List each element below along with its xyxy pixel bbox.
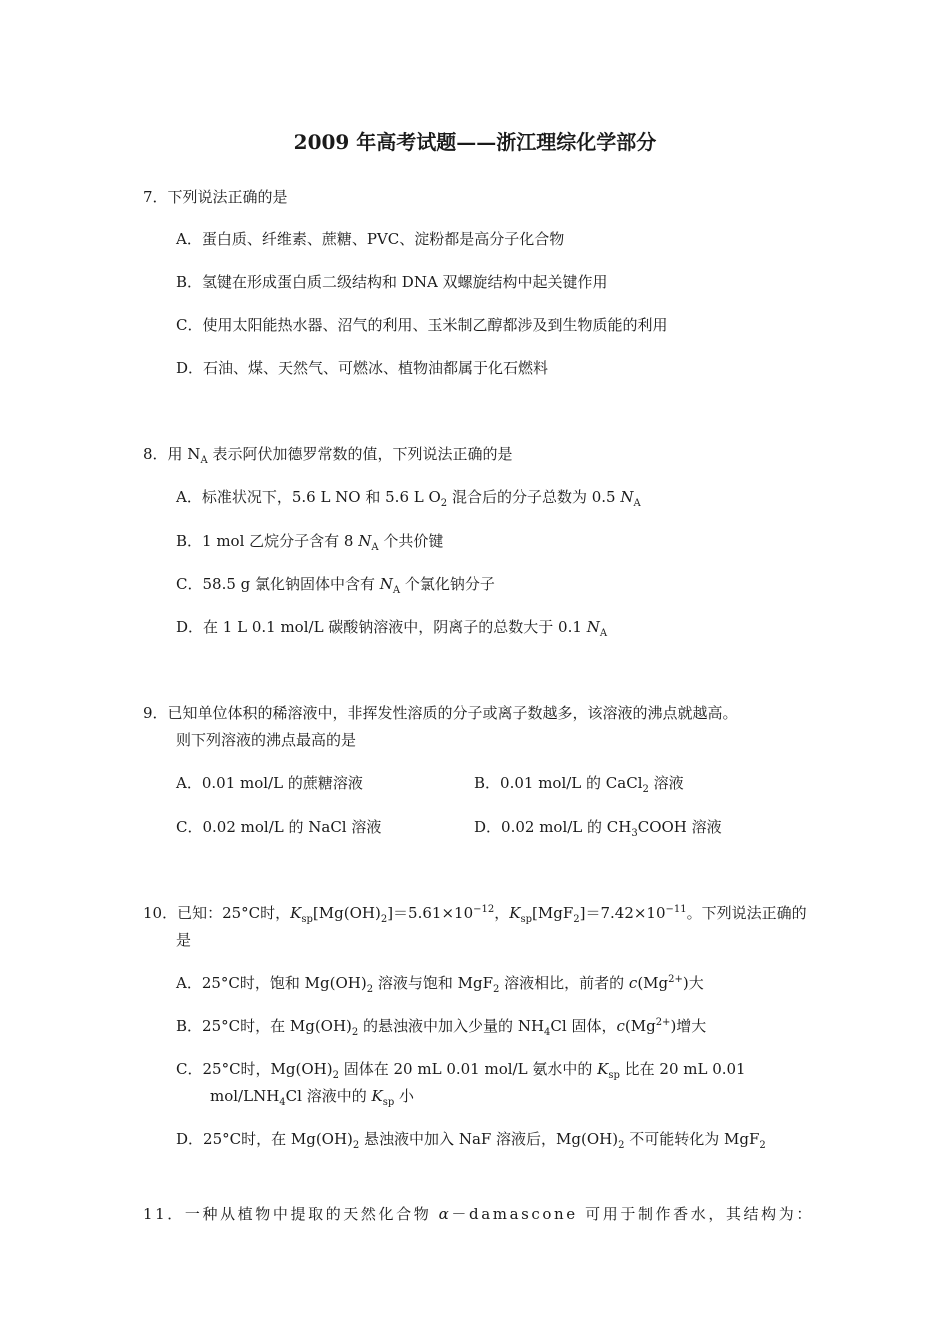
question-8-option-c: C．58.5 g 氯化钠固体中含有 $N_A$ 个氯化钠分子 — [176, 575, 495, 596]
question-8-option-a: A．标准状况下，5.6 L NO 和 5.6 L $O_2$ 混合后的分子总数为 0.5 $N_A$ — [176, 488, 641, 509]
question-9-option-d: D．0.02 mol/L 的 $CH_3COOH$ 溶液 — [474, 818, 722, 839]
question-9-stem-line-2: 则下列溶液的沸点最高的是 — [176, 731, 357, 749]
question-7-option-a: A．蛋白质、纤维素、蔗糖、PVC、淀粉都是高分子化合物 — [176, 230, 565, 248]
question-9-stem-line-1: 9．已知单位体积的稀溶液中，非挥发性溶质的分子或离子数越多，该溶液的沸点就越高。 — [143, 704, 738, 722]
question-9-option-a: A．0.01 mol/L 的蔗糖溶液 — [176, 774, 363, 792]
question-10-stem-line-2: 是 — [176, 931, 192, 949]
question-9-option-c: C．0.02 mol/L 的 NaCl 溶液 — [176, 818, 382, 836]
question-10-option-d: D．25°C时，在 $Mg(OH)_2$ 悬浊液中加入 NaF 溶液后，$Mg(OH)_2$ 不可能转化为 MgF$_2$ — [176, 1130, 766, 1151]
question-7-option-d: D．石油、煤、天然气、可燃冰、植物油都属于化石燃料 — [176, 359, 549, 377]
question-9-option-b: B．0.01 mol/L 的 CaCl$_2$ 溶液 — [474, 774, 684, 795]
question-10-option-b: B．25°C时，在 $Mg(OH)_2$ 的悬浊液中加入少量的 $NH_4Cl$ 固体，$c(Mg^{2+})$增大 — [176, 1017, 707, 1038]
question-8-option-d: D．在 1 L 0.1 mol/L 碳酸钠溶液中，阴离子的总数大于 0.1 $N_A$ — [176, 618, 608, 639]
question-7-option-b: B．氢键在形成蛋白质二级结构和 DNA 双螺旋结构中起关键作用 — [176, 273, 608, 291]
question-10-option-a: A．25°C时，饱和 $Mg(OH)_2$ 溶液与饱和 MgF$_2$ 溶液相比，前者的 $c(Mg^{2+})$大 — [176, 974, 704, 995]
question-10-option-c-line-2: mol/$LNH_4Cl$ 溶液中的 $K_{sp}$ 小 — [210, 1087, 415, 1108]
question-11-stem: 11．一种从植物中提取的天然化合物 α－damascone 可用于制作香水，其结构为： — [143, 1205, 814, 1223]
page-title: 2009 年高考试题——浙江理综化学部分 — [293, 130, 657, 154]
question-8-option-b: B．1 mol 乙烷分子含有 8 $N_A$ 个共价键 — [176, 532, 444, 553]
question-10-option-c-line-1: C．25°C时，$Mg(OH)_2$ 固体在 20 mL 0.01 mol/L 氨水中的 $K_{sp}$ 比在 20 mL 0.01 — [176, 1060, 746, 1081]
question-8-stem: 8．用 $N_A$ 表示阿伏加德罗常数的值，下列说法正确的是 — [143, 445, 513, 466]
question-7-stem: 7．下列说法正确的是 — [143, 188, 288, 206]
question-7-option-c: C．使用太阳能热水器、沼气的利用、玉米制乙醇都涉及到生物质能的利用 — [176, 316, 668, 334]
question-10-stem-line-1: 10．已知：25°C时，$K_{sp}[Mg(OH)_2]=5.61\times 10^{-12}$，$K_{sp}[MgF_2]=7.42\times 10^{-11}$。下列说法正确的 — [143, 904, 807, 925]
